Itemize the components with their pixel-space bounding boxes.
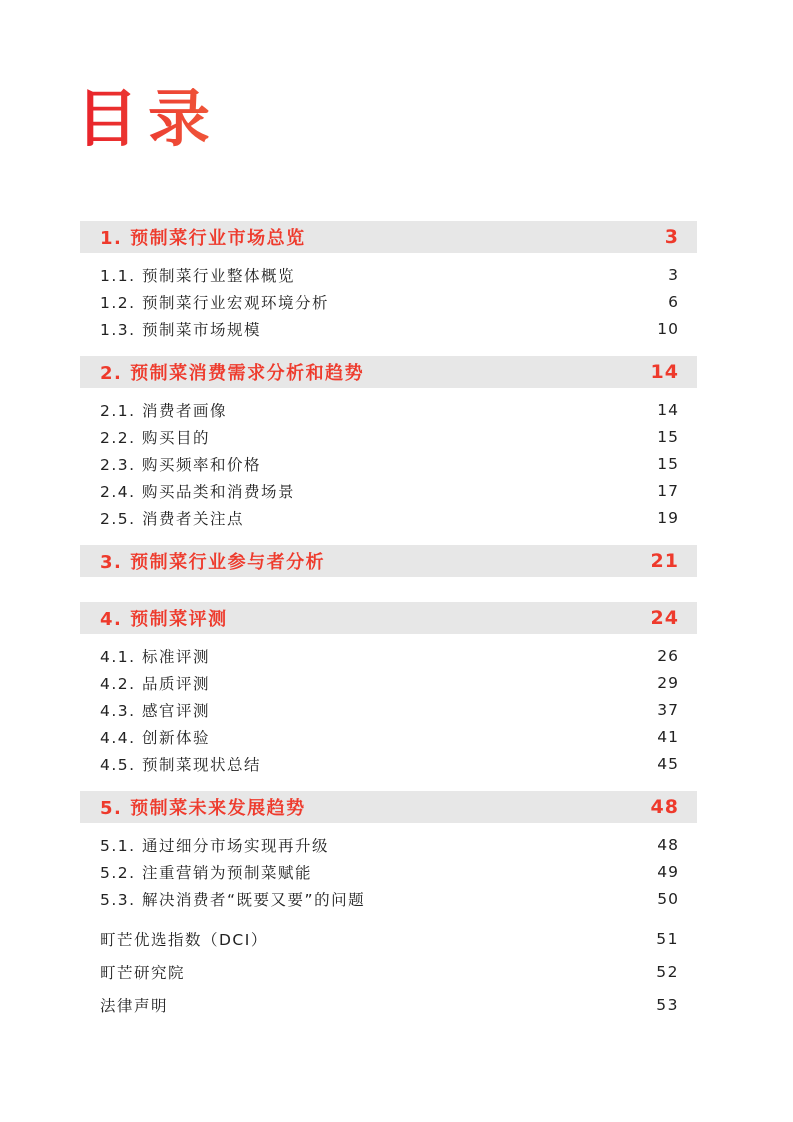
- toc-item[interactable]: [80, 450, 697, 477]
- toc-extra-label: 法律声明: [100, 996, 169, 1015]
- toc-extra-page: 51: [656, 929, 679, 948]
- toc-item[interactable]: [80, 858, 697, 885]
- toc-item-page: 15: [657, 454, 679, 473]
- toc-section-header[interactable]: [80, 221, 697, 253]
- section-title: 4. 预制菜评测: [100, 609, 228, 630]
- toc-item-label: 5.2. 注重营销为预制菜赋能: [100, 863, 313, 882]
- toc-item[interactable]: [80, 885, 697, 912]
- toc-item-label: 1.1. 预制菜行业整体概览: [100, 266, 296, 285]
- section-title: 5. 预制菜未来发展趋势: [100, 798, 306, 819]
- toc-item-label: 5.3. 解决消费者“既要又要”的问题: [100, 890, 366, 909]
- toc-item-page: 15: [657, 427, 679, 446]
- toc-item-label: 2.3. 购买频率和价格: [100, 455, 262, 474]
- toc-item[interactable]: [80, 669, 697, 696]
- toc-item[interactable]: [80, 750, 697, 777]
- toc-item-label: 2.1. 消费者画像: [100, 401, 228, 420]
- toc-item[interactable]: [80, 315, 697, 342]
- toc-item-page: 48: [657, 835, 679, 854]
- toc-extra-page: 53: [656, 995, 679, 1014]
- toc-item-page: 45: [657, 754, 679, 773]
- toc-extra-label: 町芒优选指数（DCI）: [100, 930, 268, 949]
- toc-item[interactable]: [80, 504, 697, 531]
- toc-item-page: 3: [668, 265, 679, 284]
- toc-item-page: 37: [657, 700, 679, 719]
- toc-section-header[interactable]: [80, 356, 697, 388]
- toc-item-page: 29: [657, 673, 679, 692]
- section-page-number: 48: [650, 796, 679, 818]
- toc-item-label: 4.4. 创新体验: [100, 728, 211, 747]
- toc-item-label: 4.2. 品质评测: [100, 674, 211, 693]
- toc-extra-label: 町芒研究院: [100, 963, 186, 982]
- section-title: 3. 预制菜行业参与者分析: [100, 552, 326, 573]
- toc-item[interactable]: [80, 288, 697, 315]
- section-page-number: 14: [650, 361, 679, 383]
- toc-item-label: 4.1. 标准评测: [100, 647, 211, 666]
- page-title: 目录: [76, 82, 221, 155]
- toc-section-4: [80, 602, 697, 777]
- toc-section-header[interactable]: [80, 545, 697, 577]
- toc-extra-item[interactable]: [80, 988, 697, 1021]
- toc-item[interactable]: [80, 642, 697, 669]
- section-page-number: 21: [650, 550, 679, 572]
- toc-item-label: 4.5. 预制菜现状总结: [100, 755, 262, 774]
- section-page-number: 24: [650, 607, 679, 629]
- toc-item-label: 5.1. 通过细分市场实现再升级: [100, 836, 330, 855]
- toc-section-3: [80, 545, 697, 577]
- toc-section-header[interactable]: [80, 791, 697, 823]
- toc-item[interactable]: [80, 477, 697, 504]
- toc-extra-page: 52: [656, 962, 679, 981]
- toc-item-page: 49: [657, 862, 679, 881]
- toc-item-label: 2.4. 购买品类和消费场景: [100, 482, 296, 501]
- toc-item-label: 2.2. 购买目的: [100, 428, 211, 447]
- toc-item[interactable]: [80, 423, 697, 450]
- toc-item-page: 14: [657, 400, 679, 419]
- toc-item[interactable]: [80, 723, 697, 750]
- toc-item-label: 2.5. 消费者关注点: [100, 509, 245, 528]
- toc-section-5: [80, 791, 697, 912]
- toc-section-2: [80, 356, 697, 531]
- toc-item[interactable]: [80, 396, 697, 423]
- toc-item-page: 50: [657, 889, 679, 908]
- toc-item-label: 1.2. 预制菜行业宏观环境分析: [100, 293, 330, 312]
- section-title: 1. 预制菜行业市场总览: [100, 228, 306, 249]
- toc-item-page: 26: [657, 646, 679, 665]
- toc-item-label: 4.3. 感官评测: [100, 701, 211, 720]
- toc-item[interactable]: [80, 261, 697, 288]
- toc-item-page: 10: [657, 319, 679, 338]
- toc-item-label: 1.3. 预制菜市场规模: [100, 320, 262, 339]
- toc-item[interactable]: [80, 831, 697, 858]
- table-of-contents: [80, 221, 697, 1021]
- toc-item-page: 41: [657, 727, 679, 746]
- section-title: 2. 预制菜消费需求分析和趋势: [100, 363, 365, 384]
- toc-section-1: [80, 221, 697, 342]
- toc-item-page: 6: [668, 292, 679, 311]
- section-page-number: 3: [664, 226, 679, 248]
- toc-extra-item[interactable]: [80, 955, 697, 988]
- toc-item-page: 19: [657, 508, 679, 527]
- toc-item-page: 17: [657, 481, 679, 500]
- toc-section-header[interactable]: [80, 602, 697, 634]
- toc-extra-item[interactable]: [80, 922, 697, 955]
- toc-item[interactable]: [80, 696, 697, 723]
